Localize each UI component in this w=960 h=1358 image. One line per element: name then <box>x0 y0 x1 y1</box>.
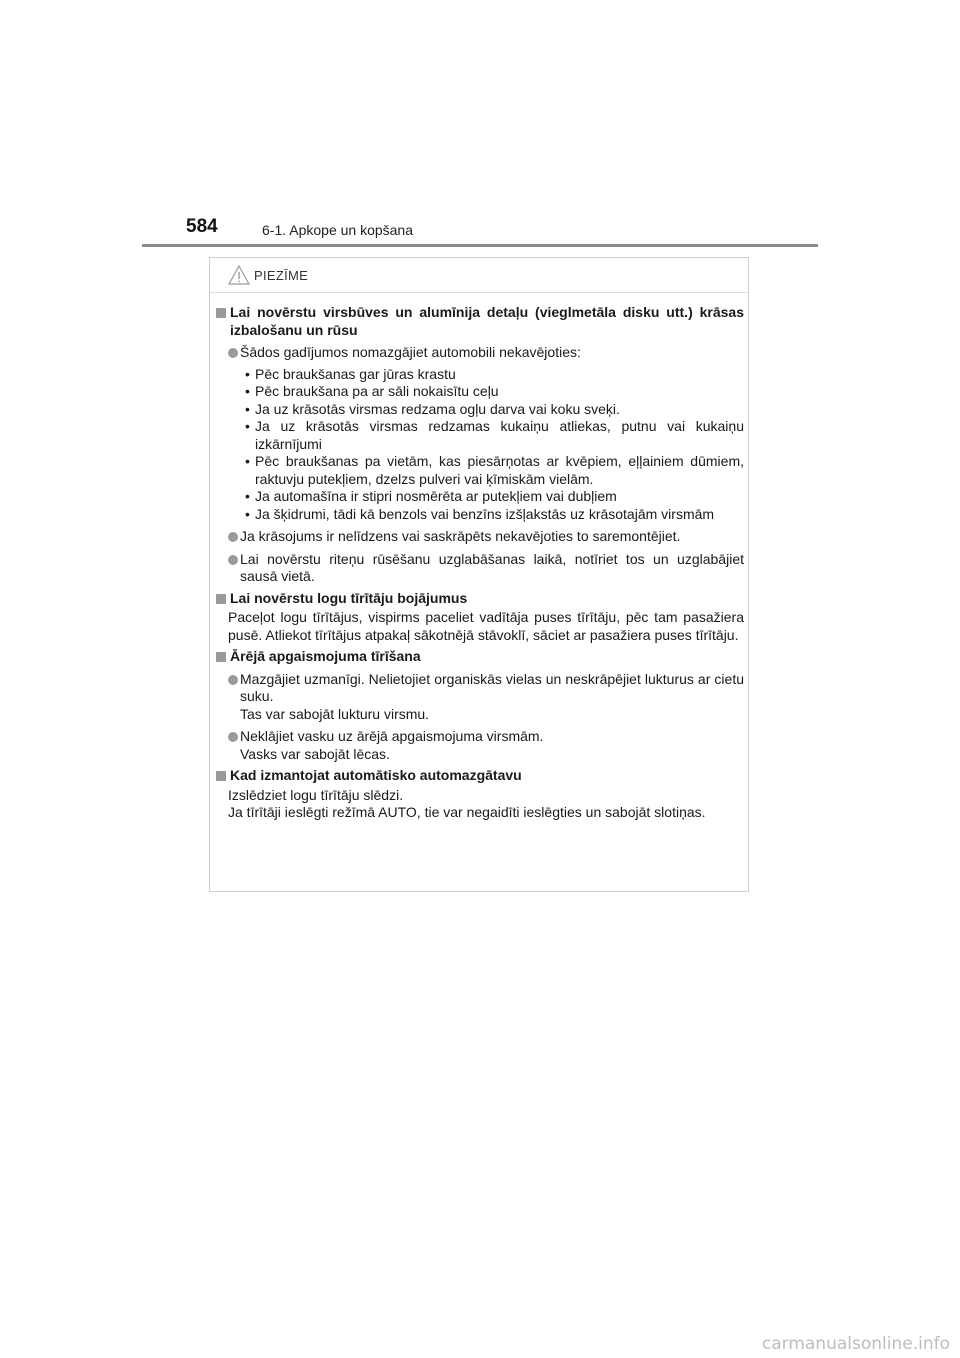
sub-item <box>216 453 744 488</box>
square-bullet-icon <box>216 652 226 662</box>
sub-item-text: Ja uz krāsotās virsmas redzama ogļu darva vai koku sveķi. <box>255 400 620 417</box>
bullet-text: Tas var sabojāt lukturu virsmu. <box>240 705 430 722</box>
bullet-dot-icon: • <box>245 488 250 504</box>
bullet-dot-icon: • <box>245 505 250 522</box>
bullet-text: Lai novērstu riteņu rūsēšanu uzglabāšanas laikā, notīriet tos un uzglabājiet sausā vietā. <box>240 550 744 584</box>
heading-text: Kad izmantojat automātisko automazgātavu <box>230 767 522 783</box>
paragraph: Izslēdziet logu tīrītāju slēdzi. <box>228 786 404 803</box>
bullet-item <box>216 528 744 546</box>
square-bullet-icon <box>216 594 226 604</box>
sub-item <box>216 366 744 384</box>
bullet-item <box>216 344 744 362</box>
bullet-dot-icon: • <box>245 453 250 469</box>
circle-bullet-icon <box>228 555 238 565</box>
sub-item <box>216 506 744 524</box>
bullet-text: Vasks var sabojāt lēcas. <box>240 745 390 762</box>
section-title: 6-1. Apkope un kopšana <box>262 222 414 238</box>
bullet-dot-icon: • <box>245 365 250 382</box>
bullet-text: Ja krāsojums ir nelīdzens vai saskrāpēts nekavējoties to saremontējiet. <box>240 528 681 544</box>
sub-item-text: Pēc braukšanas gar jūras krastu <box>255 365 456 382</box>
notice-label: PIEZĪME <box>254 267 309 283</box>
notice-content <box>216 300 744 822</box>
sub-item-text: Ja uz krāsotās virsmas redzamas kukaiņu atliekas, putnu vai kukaiņu izkārnījumi <box>255 418 744 452</box>
heading-text: Ārējā apgaismojuma tīrīšana <box>230 648 421 664</box>
sub-item <box>216 418 744 453</box>
heading-text: Lai novērstu logu tīrītāju bojājumus <box>230 589 468 606</box>
paragraph: Paceļot logu tīrītājus, vispirms paceliet vadītāja puses tīrītāju, pēc tam pasažiera pusē. Atliekot tīrītājus atpakaļ sākotnējā stāvoklī, sāciet ar pasažiera puses tīrītāju. <box>228 609 744 643</box>
section-heading <box>216 648 744 666</box>
sub-item-text: Ja šķidrumi, tādi kā benzols vai benzīns izšļakstās uz krāsotajām virsmām <box>255 505 715 522</box>
notice-box <box>209 257 749 892</box>
bullet-text: Mazgājiet uzmanīgi. Nelietojiet organiskās vielas un neskrāpējiet lukturus ar cietu suku. <box>240 670 744 704</box>
circle-bullet-icon <box>228 675 238 685</box>
circle-bullet-icon <box>228 532 238 542</box>
sub-item-text: Pēc braukšana pa ar sāli nokaisītu ceļu <box>255 383 499 399</box>
heading-text: Lai novērstu virsbūves un alumīnija detaļu (vieglmetāla disku utt.) krāsas izbalošanu un rūsu <box>230 304 744 338</box>
sub-item-text: Pēc braukšanas pa vietām, kas piesārņotas ar kvēpiem, eļļainiem dūmiem, raktuvju putekļiem, dzelzs pulveri vai ķīmiskām vielām. <box>255 453 744 487</box>
circle-bullet-icon <box>228 348 238 358</box>
notice-divider <box>210 292 748 293</box>
square-bullet-icon <box>216 308 226 318</box>
page-number: 584 <box>186 216 218 237</box>
section-heading <box>216 767 744 785</box>
notice-header <box>228 263 308 287</box>
bullet-dot-icon: • <box>245 383 250 399</box>
sub-item <box>216 401 744 419</box>
bullet-item <box>216 728 744 763</box>
square-bullet-icon <box>216 771 226 781</box>
watermark: carmanualsonline.info <box>761 1334 950 1354</box>
header-rule <box>142 244 818 247</box>
sub-item <box>216 488 744 506</box>
bullet-dot-icon: • <box>245 400 250 417</box>
paragraph: Ja tīrītāji ieslēgti režīmā AUTO, tie var negaidīti ieslēgties un sabojāt slotiņas. <box>228 804 706 820</box>
sub-item <box>216 383 744 401</box>
bullet-dot-icon: • <box>245 418 250 434</box>
warning-triangle-icon <box>228 265 250 285</box>
circle-bullet-icon <box>228 732 238 742</box>
bullet-text: Šādos gadījumos nomazgājiet automobili nekavējoties: <box>240 344 581 360</box>
sub-item-text: Ja automašīna ir stipri nosmērēta ar putekļiem vai dubļiem <box>255 488 617 504</box>
bullet-text: Neklājiet vasku uz ārējā apgaismojuma virsmām. <box>240 728 544 744</box>
bullet-item <box>216 551 744 586</box>
bullet-item <box>216 671 744 724</box>
section-heading <box>216 304 744 339</box>
section-heading <box>216 590 744 608</box>
